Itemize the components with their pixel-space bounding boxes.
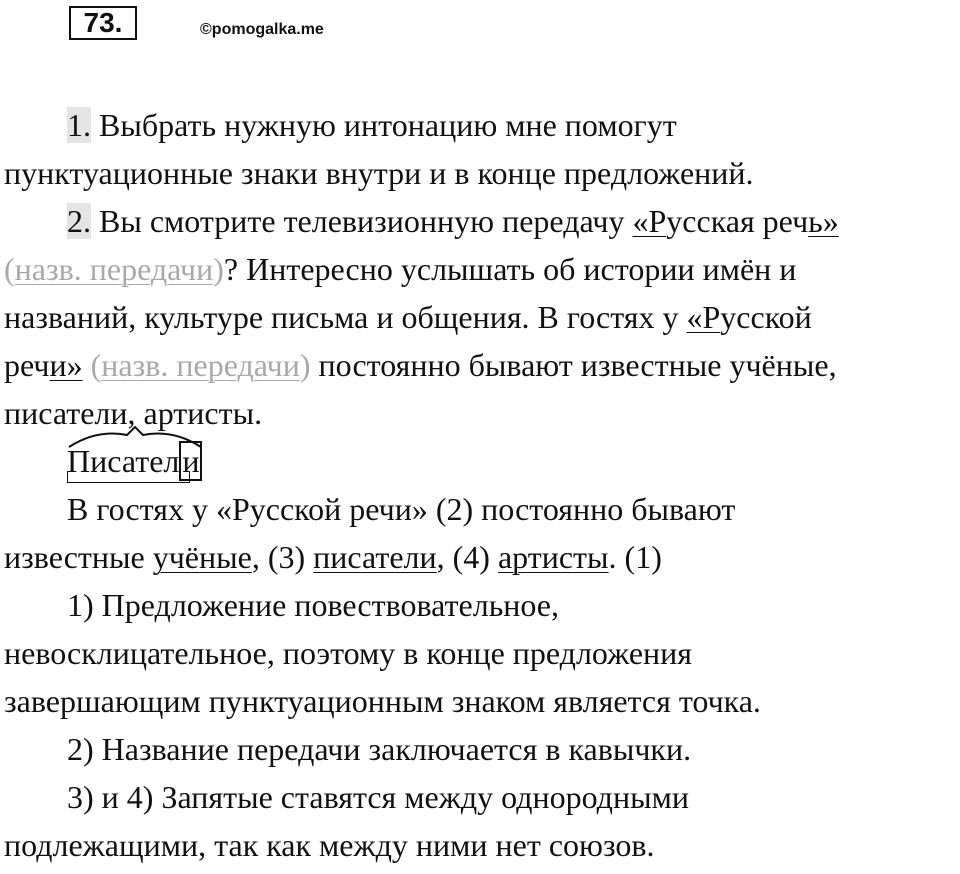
subject-word: писатели	[313, 539, 437, 575]
subject-word: артисты	[497, 539, 609, 575]
answer-text	[4, 101, 954, 869]
root-arc-icon	[67, 427, 203, 449]
stem-bracket	[67, 471, 190, 483]
analysis-sentence-line2: известные учёные, (3) писатели, (4) артисты. (1)	[4, 539, 662, 575]
explanation-2: 2) Название передачи заключается в кавычки.	[67, 731, 692, 767]
p2-line1	[4, 197, 954, 245]
title-text: усской	[720, 299, 812, 335]
subject-word: учёные	[152, 539, 252, 575]
note-label: (назв. передачи)	[90, 347, 311, 383]
p2-text: названий, культуре письма и общения. В гостях у	[4, 299, 687, 335]
p2-text: Вы смотрите телевизионную передачу	[91, 203, 633, 239]
title-text: усская реч	[666, 203, 809, 239]
p1-line2: пунктуационные знаки внутри и в конце предложений.	[4, 155, 754, 191]
ending-box: и	[179, 441, 202, 481]
quote-close-underlined: и»	[49, 347, 83, 383]
p1-text: Выбрать нужную интонацию мне помогут	[91, 107, 677, 143]
quote-open-underlined: «Р	[632, 203, 667, 239]
p2-line3	[4, 293, 954, 341]
quote-open-underlined: «Р	[686, 299, 721, 335]
p2-line4	[4, 341, 954, 389]
explanation-3-line2: подлежащими, так как между ними нет союзов.	[4, 827, 655, 863]
p1-line1	[4, 101, 954, 149]
explanation-1-line3: завершающим пунктуационным знаком является точка.	[4, 683, 761, 719]
quote-close-underlined: ь»	[808, 203, 839, 239]
word-stem: Писател	[67, 443, 180, 479]
word-analysis-line	[4, 437, 954, 485]
p2-text: ? Интересно услышать об истории имён и	[223, 251, 797, 287]
explanation-1-line2: невосклицательное, поэтому в конце предложения	[4, 635, 692, 671]
explanation-3-line1: 3) и 4) Запятые ставятся между однородными	[67, 779, 689, 815]
explanation-1-line1: 1) Предложение повествовательное,	[67, 587, 559, 623]
p1-number: 1.	[67, 107, 91, 143]
analysis-sentence-line1: В гостях у «Русской речи» (2) постоянно бывают	[67, 491, 736, 527]
title-text: реч	[4, 347, 50, 383]
p2-line2	[4, 245, 954, 293]
note-label: (назв. передачи)	[4, 251, 224, 287]
p2-text: постоянно бывают известные учёные,	[310, 347, 837, 383]
task-number: 73.	[69, 6, 137, 40]
p2-line5: писатели, артисты.	[4, 395, 263, 431]
morphemic-word	[67, 437, 202, 485]
site-watermark: ©pomogalka.me	[200, 21, 324, 38]
p2-number: 2.	[67, 203, 91, 239]
